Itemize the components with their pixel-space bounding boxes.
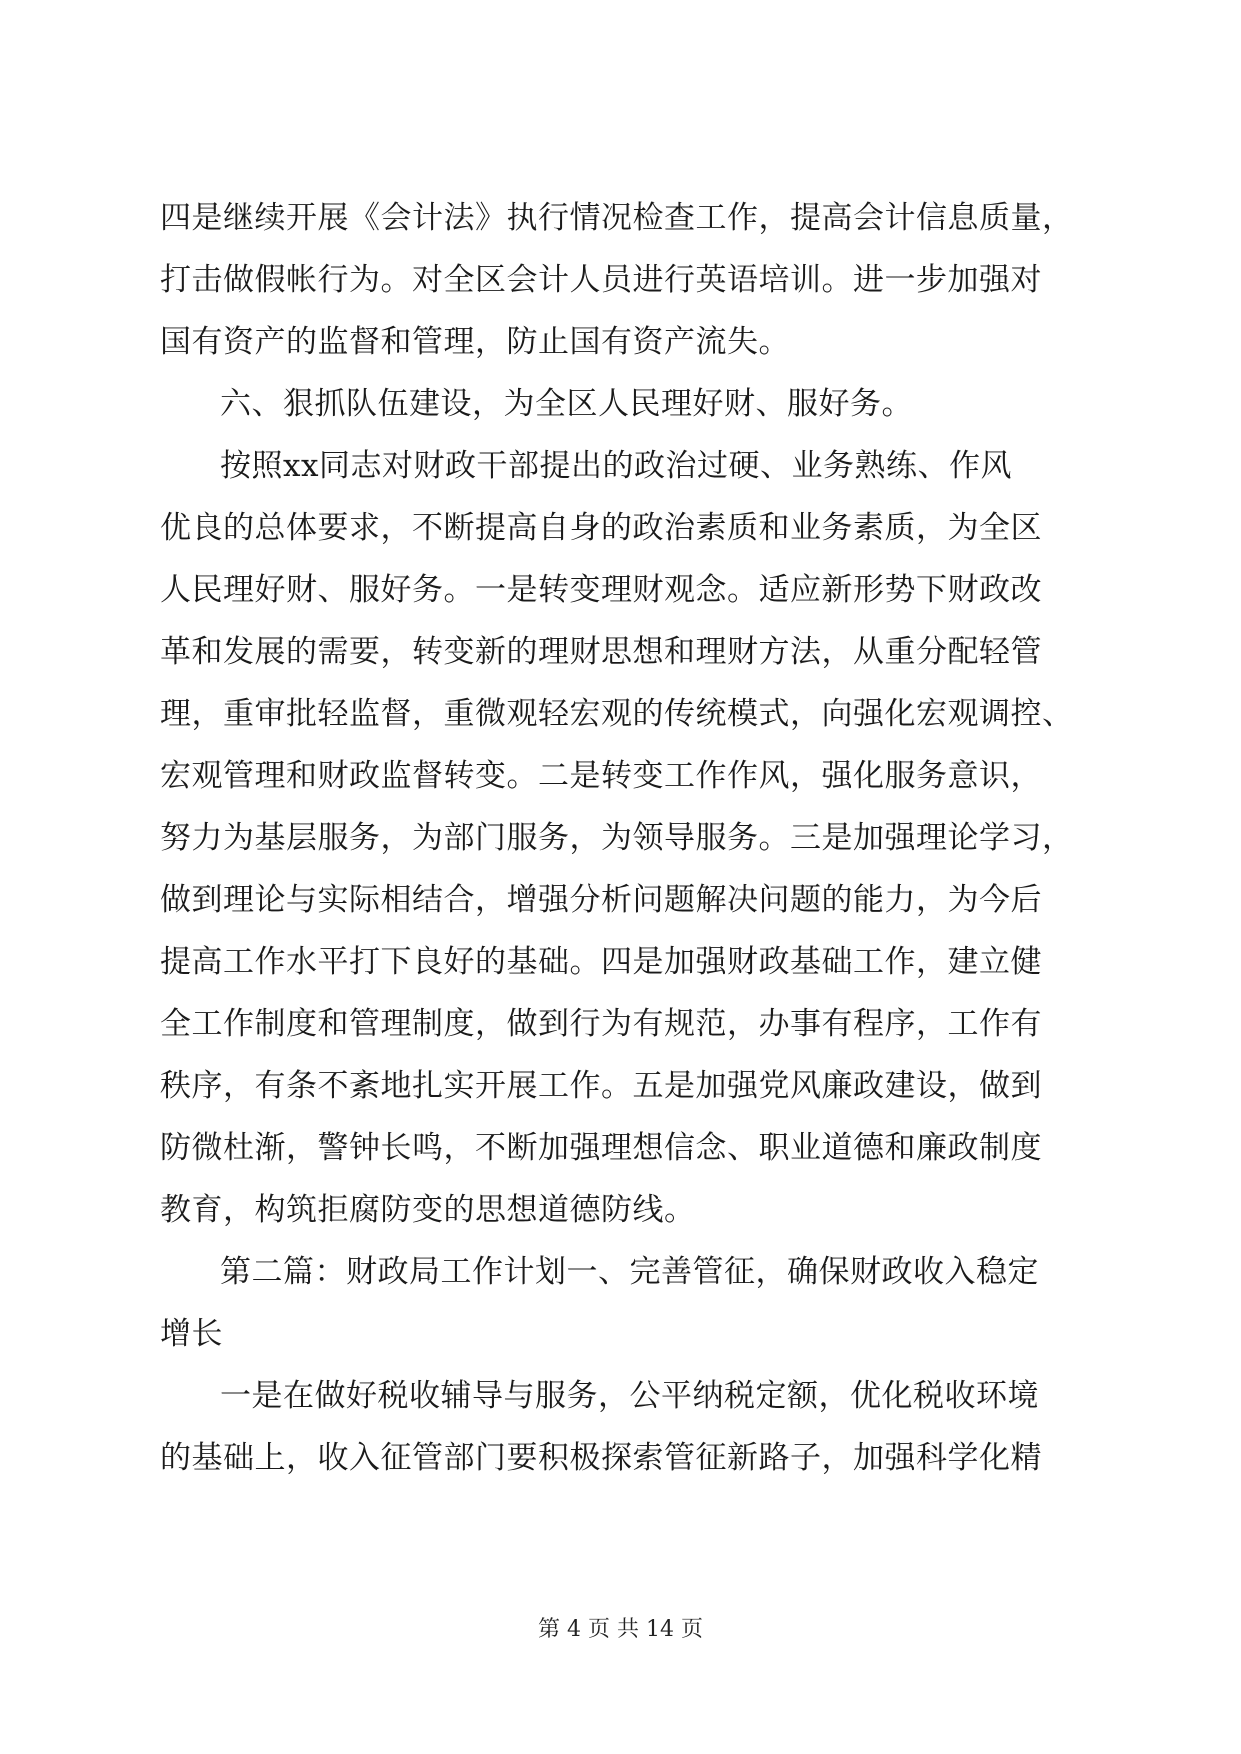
text-line: 增长 <box>160 1316 223 1352</box>
text-line: 四是继续开展《会计法》执行情况检查工作，提高会计信息质量， <box>160 200 1074 236</box>
text-line: 努力为基层服务，为部门服务，为领导服务。三是加强理论学习， <box>160 820 1074 856</box>
text-line: 提高工作水平打下良好的基础。四是加强财政基础工作，建立健 <box>160 944 1042 980</box>
text-line: 按照xx同志对财政干部提出的政治过硬、业务熟练、作风 <box>220 448 1012 484</box>
text-line: 革和发展的需要，转变新的理财思想和理财方法，从重分配轻管 <box>160 634 1042 670</box>
section-heading: 第二篇：财政局工作计划一、完善管征，确保财政收入稳定 <box>220 1254 1039 1290</box>
section-heading: 六、狠抓队伍建设，为全区人民理好财、服好务。 <box>220 386 913 422</box>
text-line: 一是在做好税收辅导与服务，公平纳税定额，优化税收环境 <box>220 1378 1039 1414</box>
text-line: 秩序，有条不紊地扎实开展工作。五是加强党风廉政建设，做到 <box>160 1068 1042 1104</box>
text-line: 的基础上，收入征管部门要积极探索管征新路子，加强科学化精 <box>160 1440 1042 1476</box>
text-line: 教育，构筑拒腐防变的思想道德防线。 <box>160 1192 696 1228</box>
text-line: 宏观管理和财政监督转变。二是转变工作作风，强化服务意识， <box>160 758 1042 794</box>
text-line: 做到理论与实际相结合，增强分析问题解决问题的能力，为今后 <box>160 882 1042 918</box>
page-number-footer: 第 4 页 共 14 页 <box>538 1617 703 1642</box>
text-line: 理，重审批轻监督，重微观轻宏观的传统模式，向强化宏观调控、 <box>160 696 1074 732</box>
text-line: 国有资产的监督和管理，防止国有资产流失。 <box>160 324 790 360</box>
text-line: 防微杜渐，警钟长鸣，不断加强理想信念、职业道德和廉政制度 <box>160 1130 1042 1166</box>
text-line: 打击做假帐行为。对全区会计人员进行英语培训。进一步加强对 <box>160 262 1042 298</box>
text-line: 优良的总体要求，不断提高自身的政治素质和业务素质，为全区 <box>160 510 1042 546</box>
text-line: 人民理好财、服好务。一是转变理财观念。适应新形势下财政改 <box>160 572 1042 608</box>
text-line: 全工作制度和管理制度，做到行为有规范，办事有程序，工作有 <box>160 1006 1042 1042</box>
